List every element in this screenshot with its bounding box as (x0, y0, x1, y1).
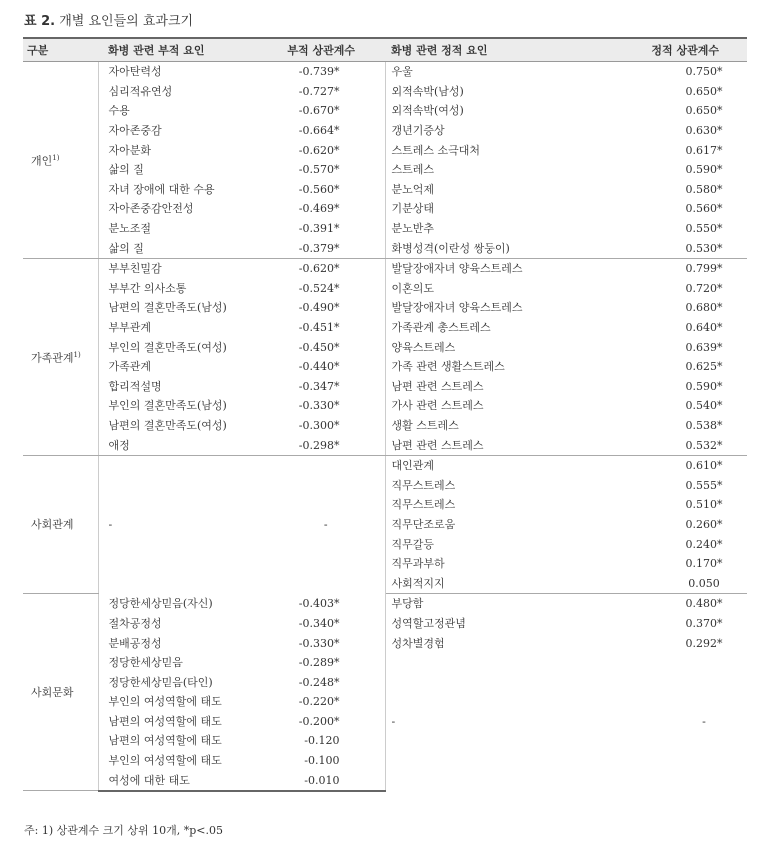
table-row (23, 121, 747, 141)
pos-coef-cell: 0.720* (685, 281, 723, 295)
neg-coef-cell: -0.451* (263, 318, 385, 338)
pos-factor-cell: 남편 관련 스트레스 (385, 435, 605, 455)
table-row (23, 337, 747, 357)
neg-factor-cell: 애정 (98, 435, 263, 455)
pos-coef-cell: 0.550* (685, 222, 723, 236)
table-row (23, 219, 747, 239)
pos-coef-cell: 0.370* (685, 616, 723, 630)
neg-factor-cell: 정당한세상믿음(자신) (108, 597, 213, 611)
neg-factor-cell: 심리적유연성 (108, 84, 173, 98)
neg-coef-cell: -0.560* (263, 180, 385, 200)
neg-coef-cell: -0.664* (263, 121, 385, 141)
table-row (23, 435, 747, 455)
neg-factor-cell: 정당한세상믿음(타인) (108, 675, 213, 689)
table-row (23, 614, 747, 634)
pos-coef-cell: 0.510* (685, 498, 723, 512)
table-title (24, 10, 193, 29)
category-cell (23, 258, 98, 455)
pos-factor-cell: 사회적지지 (385, 573, 605, 593)
neg-factor-cell: 가족관계 (108, 360, 152, 374)
footnote-marker: 1) (73, 351, 81, 360)
header-pos-coef: 정적 상관계수 (605, 38, 747, 62)
neg-factor-cell: 남편의 결혼만족도(여성) (108, 418, 227, 432)
table-number: 표 2. (24, 14, 56, 29)
pos-coef-cell: 0.170* (685, 557, 723, 571)
pos-coef-cell: 0.555* (685, 478, 723, 492)
table-row (23, 416, 747, 436)
table-row (23, 101, 747, 121)
pos-coef-cell: 0.480* (685, 597, 723, 611)
neg-factor-cell: 부부친밀감 (108, 262, 162, 276)
neg-coef-cell: -0.391* (263, 219, 385, 239)
pos-coef-cell: 0.050 (605, 573, 747, 593)
neg-coef-cell: -0.620* (263, 258, 385, 278)
neg-coef-cell: -0.289* (263, 653, 385, 673)
neg-coef-cell: -0.010 (263, 770, 385, 791)
neg-factor-cell: 부부간 의사소통 (108, 281, 187, 295)
pos-coef-cell: 0.260* (685, 517, 723, 531)
table-body (23, 62, 747, 791)
pos-factor-cell: 대인관계 (391, 459, 435, 473)
pos-coef-cell: 0.590* (685, 379, 723, 393)
pos-coef-cell: 0.750* (685, 65, 723, 79)
neg-factor-cell: 부인의 결혼만족도(남성) (108, 399, 227, 413)
pos-factor-cell: 기분상태 (391, 202, 435, 216)
pos-factor-cell: 스트레스 소극대처 (391, 143, 481, 157)
neg-factor-cell: 자녀 장애에 대한 수용 (108, 182, 215, 196)
neg-coef-cell: -0.330* (263, 396, 385, 416)
pos-factor-cell: 외적속박(여성) (391, 104, 464, 118)
neg-factor-empty: - (108, 518, 113, 532)
neg-factor-cell: 부부관계 (108, 321, 152, 335)
neg-coef-cell: -0.450* (263, 337, 385, 357)
table-row (23, 62, 747, 82)
neg-factor-cell: 삶의 질 (98, 238, 263, 258)
pos-coef-cell: 0.580* (685, 182, 723, 196)
pos-factor-cell: 직무스트레스 (391, 498, 456, 512)
neg-coef-cell: -0.620* (263, 140, 385, 160)
pos-factor-cell: 부당함 (391, 597, 424, 611)
table-row (23, 594, 747, 614)
pos-coef-cell: 0.639* (685, 340, 723, 354)
pos-factor-cell: 양육스트레스 (391, 340, 456, 354)
pos-factor-cell: 우울 (391, 65, 413, 79)
neg-factor-cell: 남편의 여성역할에 태도 (108, 734, 222, 748)
neg-coef-cell: -0.379* (263, 238, 385, 258)
pos-coef-empty: - (702, 715, 706, 729)
pos-factor-cell: 발달장애자녀 양육스트레스 (391, 262, 523, 276)
pos-factor-cell: 분노억제 (391, 182, 435, 196)
neg-coef-cell: -0.347* (263, 377, 385, 397)
pos-coef-cell: 0.240* (685, 537, 723, 551)
effect-size-table (23, 37, 747, 792)
pos-coef-cell: 0.540* (685, 399, 723, 413)
neg-coef-cell: -0.403* (263, 594, 385, 614)
pos-coef-cell: 0.640* (685, 321, 723, 335)
header-neg-factor: 화병 관련 부적 요인 (98, 38, 263, 62)
pos-factor-cell: 남편 관련 스트레스 (391, 379, 484, 393)
table-row (23, 199, 747, 219)
neg-coef-cell: -0.220* (263, 692, 385, 712)
neg-coef-cell: -0.670* (263, 101, 385, 121)
neg-factor-cell: 분노조절 (108, 222, 152, 236)
pos-coef-cell: 0.538* (685, 418, 723, 432)
pos-factor-empty: - (385, 653, 605, 791)
pos-factor-cell: 외적속박(남성) (391, 84, 464, 98)
category-label: 개인 (31, 154, 53, 168)
table-row (23, 279, 747, 299)
neg-coef-cell: -0.298* (263, 435, 385, 455)
category-cell (23, 594, 98, 791)
table-row (23, 238, 747, 258)
neg-coef-cell: -0.727* (263, 82, 385, 102)
pos-coef-cell: 0.650* (685, 104, 723, 118)
pos-coef-cell: 0.799* (685, 262, 723, 276)
neg-coef-cell: -0.300* (263, 416, 385, 436)
pos-coef-cell: 0.680* (685, 301, 723, 315)
pos-coef-cell: 0.560* (685, 202, 723, 216)
pos-coef-cell: 0.292* (685, 636, 723, 650)
table-row (23, 140, 747, 160)
table-row (23, 298, 747, 318)
header-neg-coef: 부적 상관계수 (263, 38, 385, 62)
table-title-text: 개별 요인들의 효과크기 (59, 14, 194, 29)
neg-factor-cell: 자아탄력성 (108, 65, 162, 79)
neg-coef-cell: -0.490* (263, 298, 385, 318)
neg-factor-cell: 부인의 여성역할에 태도 (108, 754, 222, 768)
footnote-marker: 1) (52, 154, 60, 163)
table-row (23, 160, 747, 180)
neg-factor-cell: 합리적설명 (108, 379, 162, 393)
neg-coef-cell: -0.100 (263, 751, 385, 771)
neg-coef-empty: - (263, 455, 385, 593)
category-label: 가족관계 (31, 351, 74, 365)
category-cell (23, 455, 98, 593)
category-label: 사회관계 (31, 517, 74, 531)
neg-factor-cell: 남편의 결혼만족도(남성) (108, 301, 227, 315)
header-pos-factor: 화병 관련 정적 요인 (385, 38, 605, 62)
header-row (23, 38, 747, 62)
table-row (23, 258, 747, 278)
neg-factor-cell: 여성에 대한 태도 (98, 770, 263, 791)
neg-coef-cell: -0.570* (263, 160, 385, 180)
table-row (23, 396, 747, 416)
neg-factor-cell: 부인의 여성역할에 태도 (108, 695, 222, 709)
neg-factor-cell: 자아분화 (108, 143, 152, 157)
pos-coef-cell: 0.617* (685, 143, 723, 157)
pos-coef-cell: 0.532* (605, 435, 747, 455)
pos-factor-cell: 스트레스 (391, 163, 435, 177)
header-category: 구분 (23, 38, 98, 62)
pos-coef-cell: 0.590* (685, 163, 723, 177)
pos-factor-cell: 직무갈등 (391, 537, 435, 551)
neg-factor-cell: 분배공정성 (108, 636, 162, 650)
pos-factor-cell: 가사 관련 스트레스 (391, 399, 484, 413)
pos-coef-cell: 0.530* (605, 238, 747, 258)
neg-factor-cell: 정당한세상믿음 (108, 656, 183, 670)
table-row (23, 633, 747, 653)
pos-factor-cell: 직무단조로움 (391, 517, 456, 531)
neg-coef-cell: -0.469* (263, 199, 385, 219)
neg-coef-cell: -0.524* (263, 279, 385, 299)
neg-factor-cell: 삶의 질 (108, 163, 144, 177)
pos-factor-cell: 갱년기증상 (391, 124, 445, 138)
table-row (23, 377, 747, 397)
table-note: 주: 1) 상관계수 크기 상위 10개, *p<.05 (24, 824, 223, 837)
pos-coef-cell: 0.625* (685, 360, 723, 374)
pos-factor-cell: 생활 스트레스 (391, 418, 459, 432)
pos-factor-cell: 가족관계 총스트레스 (391, 321, 491, 335)
neg-factor-cell: 남편의 여성역할에 태도 (108, 714, 222, 728)
table-row (23, 180, 747, 200)
pos-factor-cell: 이혼의도 (391, 281, 435, 295)
neg-coef-cell: -0.340* (263, 614, 385, 634)
table-row (23, 318, 747, 338)
neg-coef-cell: -0.330* (263, 633, 385, 653)
neg-coef-cell: -0.440* (263, 357, 385, 377)
table-row (23, 653, 747, 673)
neg-coef-cell: -0.739* (263, 62, 385, 82)
pos-factor-cell: 화병성격(이란성 쌍둥이) (385, 238, 605, 258)
pos-factor-cell: 가족 관련 생활스트레스 (391, 360, 505, 374)
neg-factor-cell: 수용 (108, 104, 130, 118)
neg-factor-cell: 자아존중감 (108, 124, 162, 138)
neg-coef-cell: -0.200* (263, 712, 385, 732)
pos-factor-cell: 직무과부하 (391, 557, 445, 571)
neg-factor-cell: 자아존중감안전성 (108, 202, 194, 216)
neg-factor-cell: 부인의 결혼만족도(여성) (108, 340, 227, 354)
pos-coef-cell: 0.610* (685, 459, 723, 473)
table-row (23, 357, 747, 377)
pos-factor-cell: 발달장애자녀 양육스트레스 (391, 301, 523, 315)
pos-factor-cell: 분노반추 (391, 222, 435, 236)
pos-factor-cell: 직무스트레스 (391, 478, 456, 492)
table-row (23, 82, 747, 102)
neg-factor-cell: 절차공정성 (108, 616, 162, 630)
pos-factor-cell: 성역할고정관념 (391, 616, 466, 630)
neg-coef-cell: -0.248* (263, 672, 385, 692)
category-label: 사회문화 (31, 685, 74, 699)
category-cell (23, 62, 98, 259)
neg-coef-cell: -0.120 (263, 731, 385, 751)
pos-coef-cell: 0.630* (685, 124, 723, 138)
pos-factor-cell: 성차별경험 (391, 636, 445, 650)
pos-coef-cell: 0.650* (685, 84, 723, 98)
table-row (23, 455, 747, 475)
